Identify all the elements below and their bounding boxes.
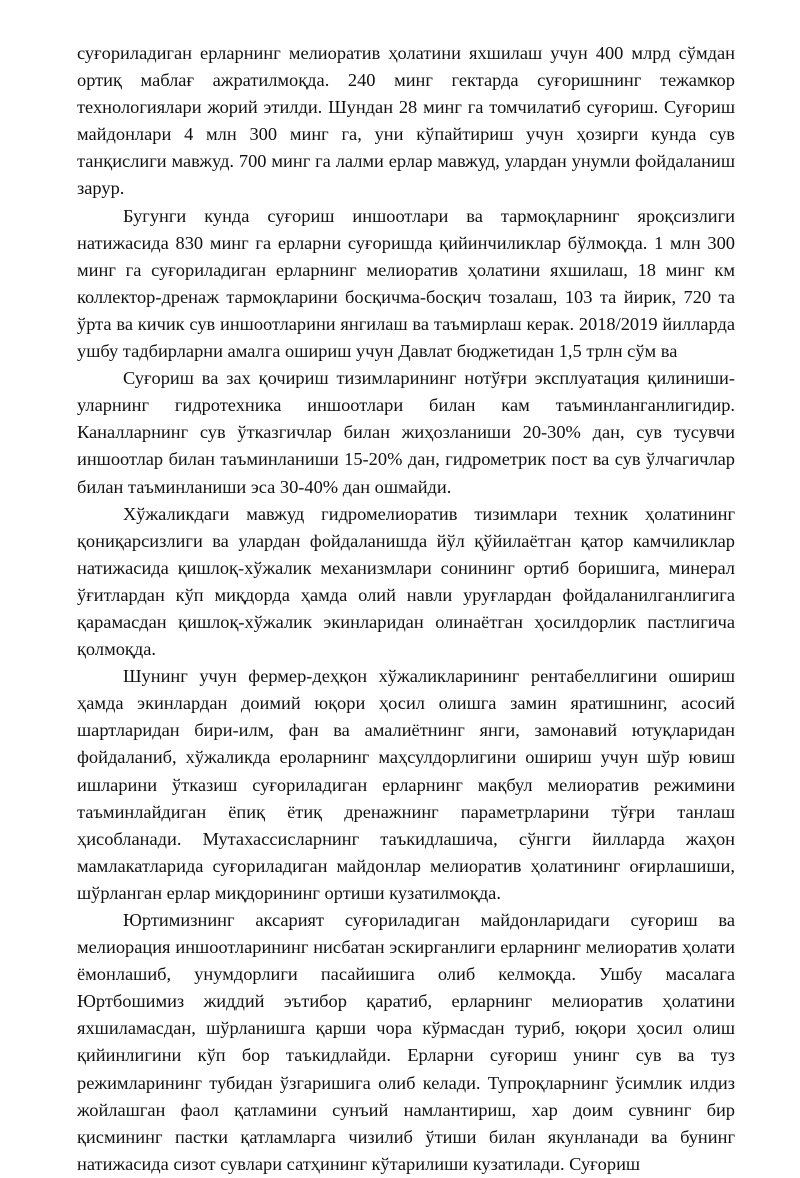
paragraph-5: Шунинг учун фермер-деҳқон хўжаликларининг рентабеллигини ошириш ҳамда экинлардан доимий юқори ҳосил олишга замин яратишнинг, асосий шартларидан бири-илм, фан ва амалиётнинг янги, замонавий ютуқларидан фойдаланиб, хўжаликда ероларнинг маҳсулдорлигини ошириш учун шўр ювиш ишларини ўтказиш суғориладиган ерларнинг мақбул мелиоратив режимини таъминлайдиган ёпиқ ётиқ дренажнинг параметрларини тўғри танлаш ҳисобланади. Мутахассисларнинг таъкидлашича, сўнгги йилларда жаҳон мамлакатларида суғориладиган майдонлар мелиоратив ҳолатининг оғирлашиши, шўрланган ерлар миқдорининг ортиши кузатилмоқда. bbox=[77, 666, 735, 903]
paragraph-4: Хўжаликдаги мавжуд гидромелиоратив тизимлари техник ҳолатининг қониқарсизлиги ва улардан фойдаланишда йўл қўйилаётган қатор камчиликлар натижасида қишлоқ-хўжалик механизмлари сонининг ортиб боришига, минерал ўғитлардан кўп миқдорда ҳамда олий навли уруғлардан фойдаланилганлигига қарамасдан қишлоқ-хўжалик экинларидан олинаётган ҳосилдорлик пастлигича қолмоқда. bbox=[77, 503, 735, 660]
paragraph-1: суғориладиган ерларнинг мелиоратив ҳолатини яхшилаш учун 400 млрд сўмдан ортиқ маблағ ажратилмоқда. 240 минг гектарда суғоришнинг тежамкор технологиялари жорий этилди. Шундан 28 минг га томчилатиб суғориш. Суғориш майдонлари 4 млн 300 минг га, уни кўпайтириш учун ҳозирги кунда сув танқислиги мавжуд. 700 минг га лалми ерлар мавжуд, улардан унумли фойдаланиш зарур. bbox=[77, 43, 735, 199]
document-page bbox=[77, 40, 735, 1178]
paragraph-2: Бугунги кунда суғориш иншоотлари ва тармоқларнинг яроқсизлиги натижасида 830 минг га ерларни суғоришда қийинчиликлар бўлмоқда. 1 млн 300 минг га суғориладиган ерларнинг мелиоратив ҳолатини яхшилаш, 18 минг км коллектор-дренаж тармоқларини босқичма-босқич тозалаш, 103 та йирик, 720 та ўрта ва кичик сув иншоотларини янгилаш ва таъмирлаш керак. 2018/2019 йилларда ушбу тадбирларни амалга ошириш учун Давлат бюджетидан 1,5 трлн сўм ва bbox=[77, 205, 735, 362]
paragraph-6: Юртимизнинг аксарият суғориладиган майдонларидаги суғориш ва мелиорация иншоотларининг нисбатан эскирганлиги ерларнинг мелиоратив ҳолати ёмонлашиб, унумдорлиги пасайишига олиб келмоқда. Ушбу масалага Юртбошимиз жиддий эътибор қаратиб, ерларнинг мелиоратив ҳолатини яхшиламасдан, шўрланишга қарши чора кўрмасдан туриб, юқори ҳосил олиш қийинлигини кўп бор таъкидлайди. Ерларни суғориш унинг сув ва туз режимларининг тубидан ўзгаришига олиб келади. Тупроқларнинг ўсимлик илдиз жойлашган фаол қатламини сунъий намлантириш, хар доим сувнинг бир қисмининг пастки қатламларга чизилиб ўтиши билан якунланади ва бунинг натижасида сизот сувлари сатҳининг кўтарилиши кузатилади. Суғориш bbox=[77, 910, 735, 1174]
paragraph-3: Суғориш ва зах қочириш тизимларининг нотўғри эксплуатация қилиниши-уларнинг гидротехника иншоотлари билан кам таъминланганлигидир. Каналларнинг сув ўтказгичлар билан жиҳозланиши 20-30% дан, сув тусувчи иншоотлар билан таъминланиши 15-20% дан, гидрометрик пост ва сув ўлчагичлар билан таъминланиши эса 30-40% дан ошмайди. bbox=[77, 368, 735, 497]
